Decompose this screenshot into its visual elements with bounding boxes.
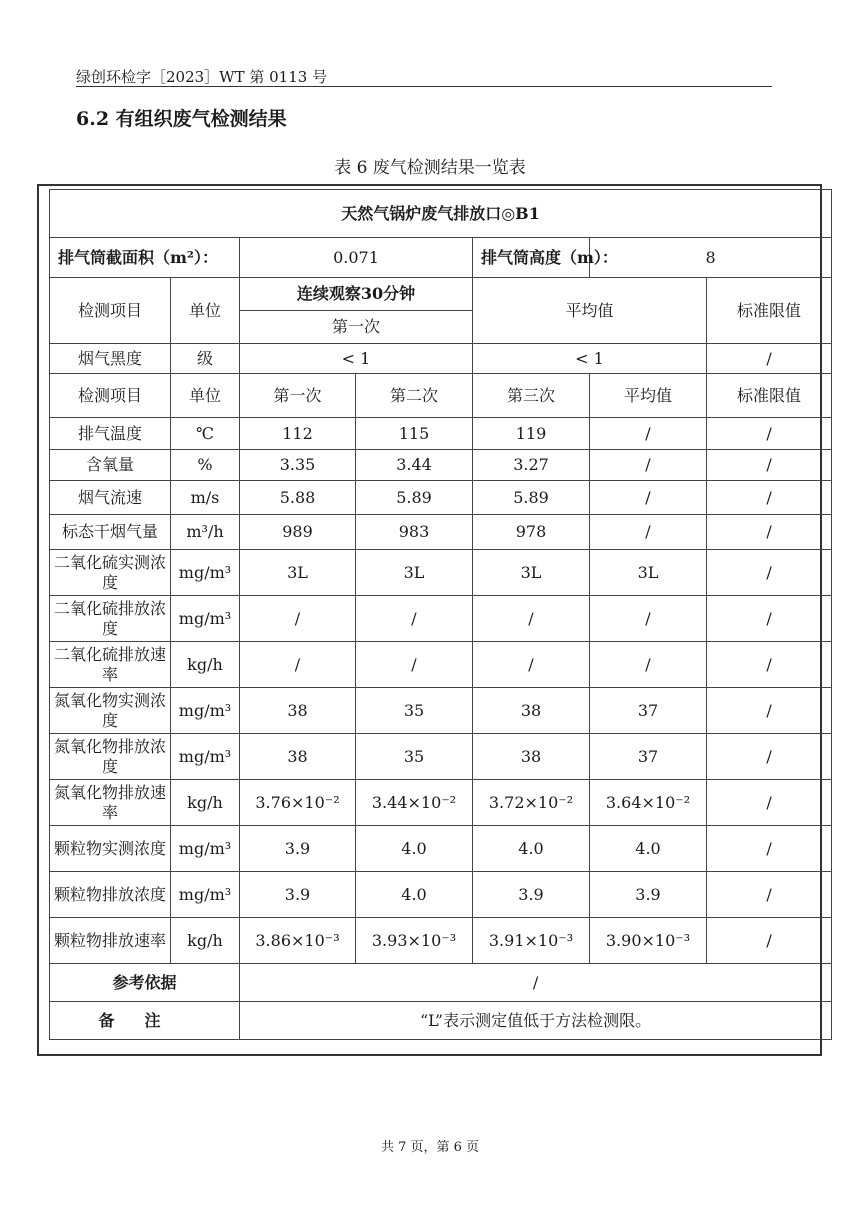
row-second: 3.93×10⁻³: [356, 918, 473, 964]
row-second: 35: [356, 734, 473, 780]
smoke-row-limit: /: [707, 344, 832, 374]
column-header: 第一次: [240, 374, 356, 418]
page-footer: 共 7 页，第 6 页: [380, 1140, 480, 1155]
row-average: /: [590, 642, 707, 688]
row-second: 983: [356, 515, 473, 550]
row-unit: mg/m³: [171, 596, 240, 642]
row-item: 含氧量: [50, 450, 171, 481]
row-second: 4.0: [356, 872, 473, 918]
table-row: [50, 418, 832, 450]
remark-value: “L”表示测定值低于方法检测限。: [240, 1002, 832, 1040]
table-row: [50, 596, 832, 642]
row-first: 5.88: [240, 481, 356, 515]
smoke-header-observe: 连续观察30分钟: [240, 278, 473, 311]
row-item: 颗粒物排放浓度: [50, 872, 171, 918]
smoke-header-unit: 单位: [171, 278, 240, 344]
row-second: 4.0: [356, 826, 473, 872]
row-second: /: [356, 642, 473, 688]
row-third: 3.27: [473, 450, 590, 481]
row-unit: ℃: [171, 418, 240, 450]
row-average: /: [590, 596, 707, 642]
table-row: [50, 780, 832, 826]
row-second: 3.44: [356, 450, 473, 481]
row-second: 3.44×10⁻²: [356, 780, 473, 826]
row-item: 标态干烟气量: [50, 515, 171, 550]
table-row: [50, 734, 832, 780]
row-first: 38: [240, 734, 356, 780]
row-first: 3.76×10⁻²: [240, 780, 356, 826]
row-limit: /: [707, 481, 832, 515]
smoke-row-unit: 级: [171, 344, 240, 374]
table-row: [50, 688, 832, 734]
row-item: 二氧化硫排放速率: [50, 642, 171, 688]
smoke-header-item: 检测项目: [50, 278, 171, 344]
reference-value: /: [240, 964, 832, 1002]
row-limit: /: [707, 918, 832, 964]
row-first: 38: [240, 688, 356, 734]
smoke-header-first: 第一次: [240, 311, 473, 344]
row-item: 颗粒物排放速率: [50, 918, 171, 964]
table-row: [50, 642, 832, 688]
row-limit: /: [707, 515, 832, 550]
smoke-row-avg: < 1: [473, 344, 707, 374]
row-limit: /: [707, 688, 832, 734]
table-row: [50, 450, 832, 481]
row-second: 115: [356, 418, 473, 450]
row-average: 3L: [590, 550, 707, 596]
column-header: 第二次: [356, 374, 473, 418]
row-first: /: [240, 596, 356, 642]
row-average: /: [590, 418, 707, 450]
row-item: 颗粒物实测浓度: [50, 826, 171, 872]
row-average: 37: [590, 688, 707, 734]
row-unit: mg/m³: [171, 826, 240, 872]
report-number: 绿创环检字［2023］WT 第 0113 号: [76, 68, 328, 86]
table-row: [50, 550, 832, 596]
row-limit: /: [707, 596, 832, 642]
row-third: 3.9: [473, 872, 590, 918]
row-first: 3.9: [240, 872, 356, 918]
row-unit: %: [171, 450, 240, 481]
results-table: [49, 189, 832, 1040]
smoke-row-item: 烟气黑度: [50, 344, 171, 374]
row-limit: /: [707, 418, 832, 450]
row-average: 37: [590, 734, 707, 780]
column-header: 平均值: [590, 374, 707, 418]
row-third: 38: [473, 734, 590, 780]
row-unit: mg/m³: [171, 688, 240, 734]
row-limit: /: [707, 642, 832, 688]
row-third: 3.72×10⁻²: [473, 780, 590, 826]
row-unit: kg/h: [171, 918, 240, 964]
row-item: 氮氧化物排放浓度: [50, 734, 171, 780]
row-limit: /: [707, 734, 832, 780]
row-unit: m³/h: [171, 515, 240, 550]
column-header: 单位: [171, 374, 240, 418]
header-divider: [76, 86, 772, 87]
stack-area-label: 排气筒截面积（m²）：: [50, 238, 240, 278]
row-first: 3.9: [240, 826, 356, 872]
table-row: [50, 872, 832, 918]
table-row: [50, 826, 832, 872]
row-unit: kg/h: [171, 642, 240, 688]
remark-label: 备注: [50, 1002, 240, 1040]
row-third: 3.91×10⁻³: [473, 918, 590, 964]
row-average: /: [590, 450, 707, 481]
row-average: 3.64×10⁻²: [590, 780, 707, 826]
row-third: 978: [473, 515, 590, 550]
row-average: 3.9: [590, 872, 707, 918]
table-row: [50, 481, 832, 515]
row-average: /: [590, 481, 707, 515]
row-item: 氮氧化物排放速率: [50, 780, 171, 826]
row-third: 4.0: [473, 826, 590, 872]
row-second: /: [356, 596, 473, 642]
row-item: 氮氧化物实测浓度: [50, 688, 171, 734]
row-second: 5.89: [356, 481, 473, 515]
row-second: 3L: [356, 550, 473, 596]
row-average: 4.0: [590, 826, 707, 872]
row-third: 38: [473, 688, 590, 734]
row-third: /: [473, 596, 590, 642]
row-third: 3L: [473, 550, 590, 596]
smoke-header-limit: 标准限值: [707, 278, 832, 344]
smoke-row-first: < 1: [240, 344, 473, 374]
row-unit: m/s: [171, 481, 240, 515]
row-first: 3L: [240, 550, 356, 596]
column-header: 标准限值: [707, 374, 832, 418]
table-caption: 表 6 废气检测结果一览表: [334, 158, 526, 178]
table-row: [50, 918, 832, 964]
row-first: 112: [240, 418, 356, 450]
stack-area-value: 0.071: [240, 238, 473, 278]
row-unit: kg/h: [171, 780, 240, 826]
row-first: 3.35: [240, 450, 356, 481]
row-first: 3.86×10⁻³: [240, 918, 356, 964]
stack-height-label: 排气筒高度（m）：: [473, 238, 590, 278]
smoke-header-avg: 平均值: [473, 278, 707, 344]
row-unit: mg/m³: [171, 872, 240, 918]
column-header: 检测项目: [50, 374, 171, 418]
row-third: /: [473, 642, 590, 688]
row-average: /: [590, 515, 707, 550]
row-first: /: [240, 642, 356, 688]
outlet-title: 天然气锅炉废气排放口◎B1: [50, 190, 832, 238]
row-limit: /: [707, 450, 832, 481]
row-first: 989: [240, 515, 356, 550]
row-item: 排气温度: [50, 418, 171, 450]
column-header: 第三次: [473, 374, 590, 418]
stack-height-value: 8: [590, 238, 832, 278]
row-item: 二氧化硫实测浓度: [50, 550, 171, 596]
row-average: 3.90×10⁻³: [590, 918, 707, 964]
row-limit: /: [707, 872, 832, 918]
row-limit: /: [707, 780, 832, 826]
row-unit: mg/m³: [171, 550, 240, 596]
row-limit: /: [707, 550, 832, 596]
reference-label: 参考依据: [50, 964, 240, 1002]
row-third: 119: [473, 418, 590, 450]
row-limit: /: [707, 826, 832, 872]
row-second: 35: [356, 688, 473, 734]
row-item: 烟气流速: [50, 481, 171, 515]
row-third: 5.89: [473, 481, 590, 515]
row-item: 二氧化硫排放浓度: [50, 596, 171, 642]
section-title: 6.2 有组织废气检测结果: [76, 108, 287, 130]
row-unit: mg/m³: [171, 734, 240, 780]
table-row: [50, 515, 832, 550]
